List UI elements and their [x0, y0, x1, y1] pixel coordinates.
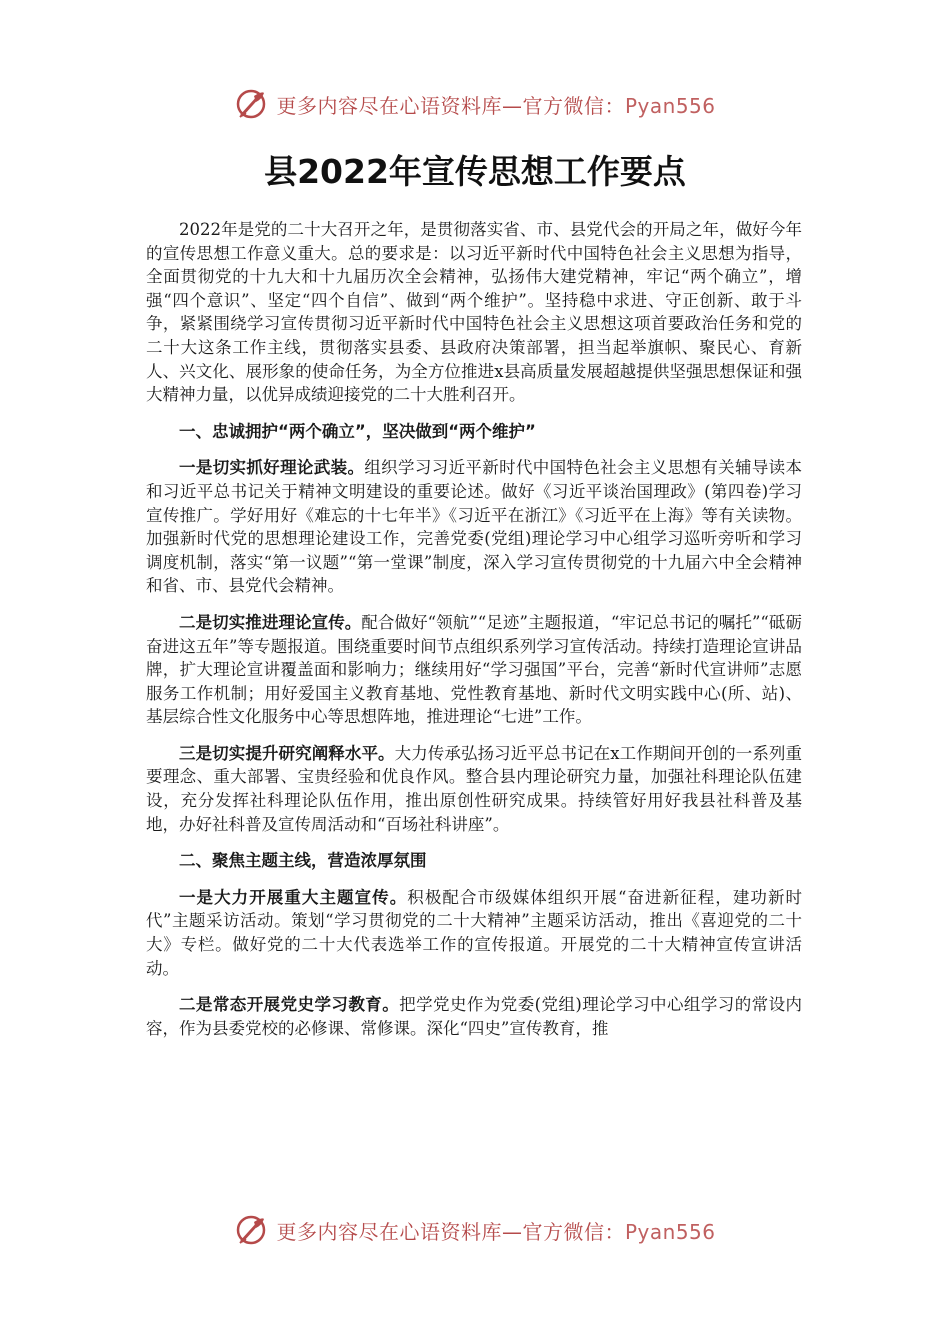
wechat-id: Pyan556	[624, 93, 716, 118]
paragraph-text: 组织学习习近平新时代中国特色社会主义思想有关辅导读本和习近平总书记关于精神文明建设的重要论述。做好《习近平谈治国理政》(第四卷)学习宣传推广。学好用好《难忘的十七年半》《习近平在浙江》《习近平在上海》等有关读物。加强新时代党的思想理论建设工作，完善党委(党组)理论学习中心组学习巡听旁听和学习调度机制，落实“第一议题”“第一堂课”制度，深入学习宣传贯彻党的十九届六中全会精神和省、市、县党代会精神。	[146, 458, 803, 596]
wechat-id: Pyan556	[624, 1219, 716, 1244]
section-paragraph	[146, 611, 802, 729]
paragraph-text: 配合做好“领航”“足迹”主题报道，“牢记总书记的嘱托”“砥砺奋进这五年”等专题报道。围绕重要时间节点组织系列学习宣传活动。持续打造理论宣讲品牌，扩大理论宣讲覆盖面和影响力；继续用好“学习强国”平台，完善“新时代宣讲师”志愿服务工作机制；用好爱国主义教育基地、党性教育基地、新时代文明实践中心(所、站)、基层综合性文化服务中心等思想阵地，推进理论“七进”工作。	[146, 612, 802, 727]
paragraph-lead: 一是切实抓好理论武装。	[179, 458, 365, 478]
quill-logo-icon	[234, 87, 268, 121]
paragraph-lead: 一是大力开展重大主题宣传。	[179, 887, 408, 907]
watermark-banner-bottom	[0, 1210, 950, 1250]
paragraph-text: 把学党史作为党委(党组)理论学习中心组学习的常设内容，作为县委党校的必修课、常修课。深化“四史”宣传教育，推	[146, 995, 803, 1038]
section-paragraph	[146, 456, 802, 598]
intro-paragraph: 2022年是党的二十大召开之年，是贯彻落实省、市、县党代会的开局之年，做好今年的宣传思想工作意义重大。总的要求是：以习近平新时代中国特色社会主义思想为指导，全面贯彻党的十九大和十九届历次全会精神，弘扬伟大建党精神，牢记“两个确立”，增强“四个意识”、坚定“四个自信”、做到“两个维护”。坚持稳中求进、守正创新、敢于斗争，紧紧围绕学习宣传贯彻习近平新时代中国特色社会主义思想这项首要政治任务和党的二十大这条工作主线，贯彻落实县委、县政府决策部署，担当起举旗帜、聚民心、育新人、兴文化、展形象的使命任务，为全方位推进x县高质量发展超越提供坚强思想保证和强大精神力量，以优异成绩迎接党的二十大胜利召开。	[146, 220, 802, 405]
paragraph-lead: 二是切实推进理论宣传。	[179, 612, 362, 632]
paragraph-lead: 三是切实提升研究阐释水平。	[179, 743, 395, 763]
document-title: 县2022年宣传思想工作要点	[264, 152, 686, 191]
section-paragraph	[146, 886, 802, 980]
section-paragraph	[146, 742, 802, 836]
paragraph-text: 积极配合市级媒体组织开展“奋进新征程，建功新时代”主题采访活动。策划“学习贯彻党的二十大精神”主题采访活动，推出《喜迎党的二十大》专栏。做好党的二十大代表选举工作的宣传报道。开展党的二十大精神宣传宣讲活动。	[146, 887, 803, 978]
section-heading: 二、聚焦主题主线，营造浓厚氛围	[179, 851, 427, 871]
paragraph-text: 大力传承弘扬习近平总书记在x工作期间开创的一系列重要理念、重大部署、宝贵经验和优良作风。整合县内理论研究力量，加强社科理论队伍建设，充分发挥社科理论队伍作用，推出原创性研究成果。持续管好用好我县社科普及基地，办好社科普及宣传周活动和“百场社科讲座”。	[146, 743, 802, 834]
paragraph-lead: 二是常态开展党史学习教育。	[179, 995, 400, 1015]
watermark-text: 更多内容尽在心语资料库—官方微信：Pyan556	[276, 1219, 716, 1244]
quill-logo-icon	[234, 1213, 268, 1247]
watermark-text: 更多内容尽在心语资料库—官方微信：Pyan556	[276, 93, 716, 118]
section-heading: 一、忠诚拥护“两个确立”，坚决做到“两个维护”	[179, 421, 536, 441]
document-body	[146, 218, 802, 1053]
watermark-banner-top	[0, 84, 950, 124]
section-paragraph	[146, 993, 802, 1040]
